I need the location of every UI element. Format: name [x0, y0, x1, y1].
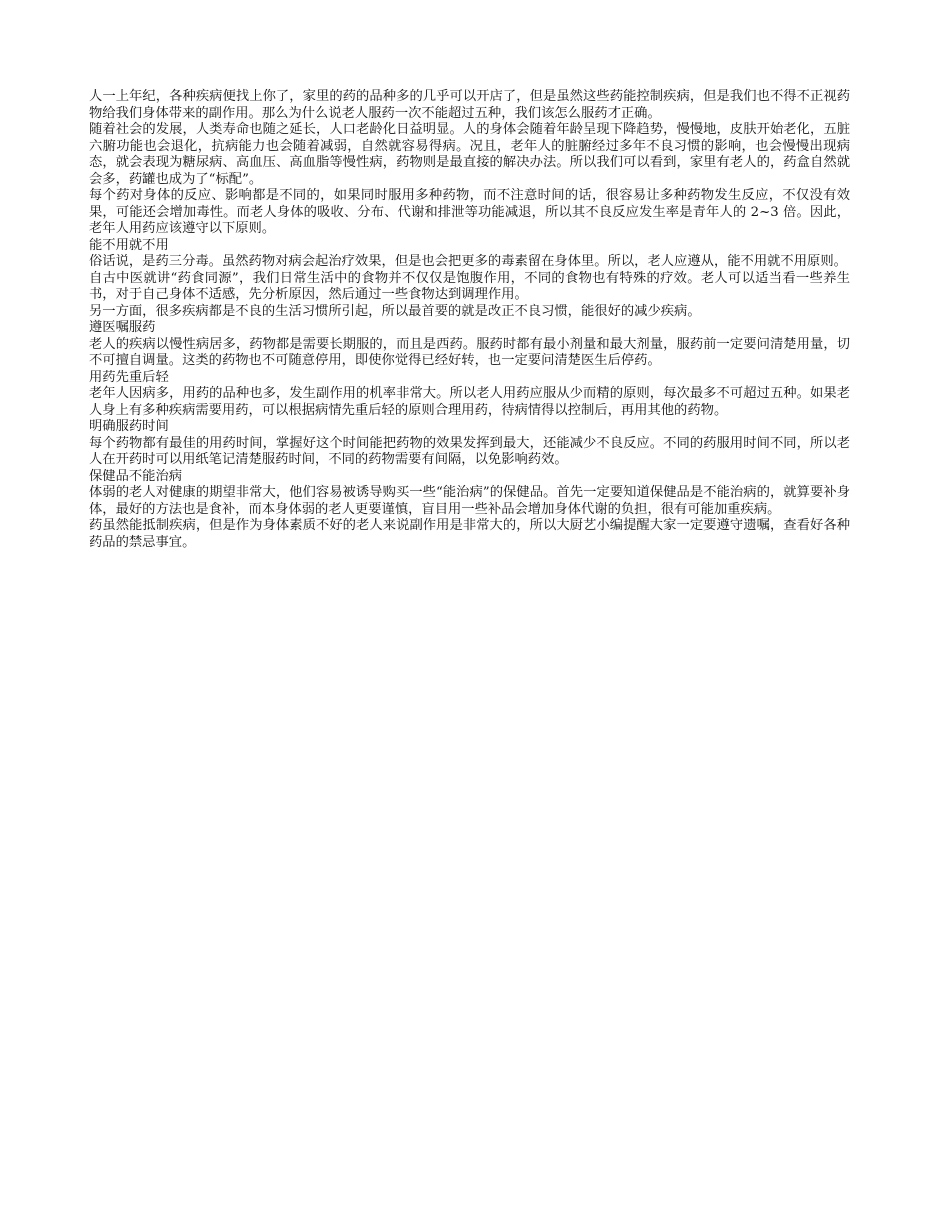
section-heading-priority: 用药先重后轻 — [89, 369, 169, 385]
paragraph-five-drugs: 老年人因病多，用药的品种也多，发生副作用的机率非常大。所以老人用药应服从少而精的原则，每次最多不可超过五种。如果老人身上有多种疾病需要用药，可以根据病情先重后轻的原则合理用药，待病情得以控制后，再用其他的药物。 — [89, 386, 850, 418]
paragraph-aging-background: 随着社会的发展，人类寿命也随之延长，人口老龄化日益明显。人的身体会随着年龄呈现下降趋势，慢慢地，皮肤开始老化，五脏六腑功能也会退化，抗病能力也会随着减弱，自然就容易得病。况且，老年人的脏腑经过多年不良习惯的影响，也会慢慢出现病态，就会表现为糖尿病、高血压、高血脂等慢性病，药物则是最直接的解决办法。所以我们可以看到，家里有老人的，药盒自然就会多，药罐也成为了“标配”。 — [89, 122, 850, 187]
paragraph-toxicity: 俗话说，是药三分毒。虽然药物对病会起治疗效果，但是也会把更多的毒素留在身体里。所以，老人应遵从，能不用就不用原则。 — [89, 254, 847, 269]
section-heading-follow-doctor: 遵医嘱服药 — [89, 320, 156, 335]
article-body — [89, 89, 850, 551]
paragraph-supplements: 体弱的老人对健康的期望非常大，他们容易被诱导购买一些“能治病”的保健品。首先一定要知道保健品是不能治病的，就算要补身体，最好的方法也是食补，而本身体弱的老人更要谨慎，盲目用一些补品会增加身体代谢的负担，很有可能加重疾病。 — [89, 485, 850, 517]
section-heading-supplements: 保健品不能治病 — [89, 468, 183, 484]
intro-paragraph: 人一上年纪，各种疾病便找上你了，家里的药的品种多的几乎可以开店了，但是虽然这些药能控制疾病，但是我们也不得不正视药物给我们身体带来的副作用。那么为什么说老人服药一次不能超过五种，我们该怎么服药才正确。 — [89, 89, 850, 121]
paragraph-food-therapy: 自古中医就讲“药食同源”，我们日常生活中的食物并不仅仅是饱腹作用，不同的食物也有特殊的疗效。老人可以适当看一些养生书，对于自己身体不适感，先分析原因，然后通过一些食物达到调理作用。 — [89, 270, 850, 302]
paragraph-habits: 另一方面，很多疾病都是不良的生活习惯所引起，所以最首要的就是改正不良习惯，能很好的减少疾病。 — [89, 303, 701, 319]
section-heading-avoid-unnecessary: 能不用就不用 — [89, 237, 169, 253]
paragraph-drug-interaction: 每个药对身体的反应、影响都是不同的，如果同时服用多种药物，而不注意时间的话，很容易让多种药物发生反应，不仅没有效果，可能还会增加毒性。而老人身体的吸收、分布、代谢和排泄等功能减退，所以其不良反应发生率是青年人的 2~3 倍。因此，老年人用药应该遵守以下原则。 — [89, 188, 850, 236]
paragraph-timing: 每个药物都有最佳的用药时间，掌握好这个时间能把药物的效果发挥到最大，还能减少不良反应。不同的药服用时间不同，所以老人在开药时可以用纸笔记清楚服药时间，不同的药物需要有间隔，以免影响药效。 — [89, 435, 850, 467]
paragraph-dosage: 老人的疾病以慢性病居多，药物都是需要长期服的，而且是西药。服药时都有最小剂量和最大剂量，服药前一定要问清楚用量，切不可擅自调量。这类的药物也不可随意停用，即使你觉得已经好转，也一定要问清楚医生后停药。 — [89, 336, 850, 368]
section-heading-timing: 明确服药时间 — [89, 419, 169, 434]
closing-paragraph: 药虽然能抵制疾病，但是作为身体素质不好的老人来说副作用是非常大的，所以大厨艺小编提醒大家一定要遵守遗嘱，查看好各种药品的禁忌事宜。 — [89, 518, 850, 550]
